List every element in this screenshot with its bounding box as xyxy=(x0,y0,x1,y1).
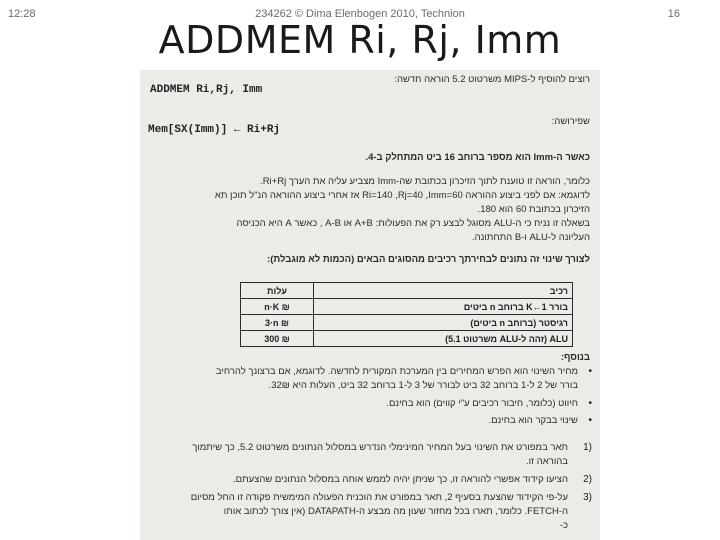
also-label: בנוסף: xyxy=(560,352,590,363)
bullet-line: שינוי בבקר הוא בחינם. xyxy=(488,415,578,426)
table-row xyxy=(241,331,573,347)
question-text: בהוראה זו. xyxy=(525,456,568,467)
bullet-icon: • xyxy=(588,398,592,409)
table-row xyxy=(241,315,573,331)
description-line: לצורך שינוי זה נתונים לבחירתך רכיבים מהסוגים הבאים (הכמות לא מוגבלת): xyxy=(267,254,590,265)
rtl-expression: Mem[SX(Imm)] ← Ri+Rj xyxy=(148,124,281,136)
question-text: ה-FETCH. כלומר, תארו בכל מחזור שעון מה מבצע ה-DATAPATH (אין צורך לכתוב אותו xyxy=(223,506,568,517)
description-line: בשאלה זו נניח כי ה-ALU מסוגל לבצע רק את הפעולות: A+B או A-B , כאשר A היא הכניסה xyxy=(236,218,590,229)
table-cell: 3·n ₪ xyxy=(241,315,314,331)
question-text: על-פי הקידוד שהצעת בסעיף 2, תאר במפורט את הוכנית הפעולה המימשית פקודה זו החל מסיום xyxy=(190,492,568,503)
bullet-icon: • xyxy=(588,366,592,377)
instruction-syntax: ADDMEM Ri,Rj, Imm xyxy=(150,84,263,96)
table-header-row xyxy=(241,283,573,299)
question-text: הציעו קידוד אפשרי להוראה זו, כך שניתן יהיה לממש אותה במסלול הנתונים שהצעתם. xyxy=(232,474,568,485)
question-number: 2) xyxy=(583,474,592,485)
component-cost-table xyxy=(240,282,573,347)
bullet-line: חיווט (כלומר, חיבור רכיבים ע"י קווים) הוא בחינם. xyxy=(386,398,578,409)
description-line: הזיכרון בכתובת 60 הוא 180. xyxy=(477,204,590,215)
table-header-cell: עלות xyxy=(241,283,314,299)
table-cell: בורר 1←K ברוחב n ביטים xyxy=(314,299,573,315)
question-text: תאר במפורט את השינוי בעל המחיר המינימלי הנדרש במסלול הנתונים משרטוט 5.2, כך שיתמוך xyxy=(192,442,568,453)
table-row xyxy=(241,299,573,315)
bullet-line: בורר של 2 ל-1 ברוחב 32 ביט לבורר של 3 ל-1 ברוחב 32 ביט, העלות היא 32₪. xyxy=(268,380,578,391)
table-cell: רגיסטר (ברוחב n ביטים) xyxy=(314,315,573,331)
slide-time: 12:28 xyxy=(8,8,36,20)
description-line: כלומר, הוראה זו טוענת לתוך הזיכרון בכתובת שה-Imm מצביע עליה את הערך Ri+Rj. xyxy=(260,176,590,187)
meaning-label: שפירושה: xyxy=(551,116,590,127)
course-credit: 234262 © Dima Elenbogen 2010, Technion xyxy=(255,8,465,20)
table-cell: 300 ₪ xyxy=(241,331,314,347)
table-cell: ALU (זהה ל-ALU משרטוט 5.1) xyxy=(314,331,573,347)
table-header-cell: רכיב xyxy=(314,283,573,299)
intro-line: רוצים להוסיף ל-MIPS משרטוט 5.2 הוראה חדשה: xyxy=(394,74,590,85)
table-cell: n·K ₪ xyxy=(241,299,314,315)
description-line: לדוגמא: אם לפני ביצוע ההוראה Ri=140 ,Rj=40 ,Imm=60 אז אחרי ביצוע ההוראה הנ"ל תוכן תא xyxy=(214,190,590,201)
description-line: כאשר ה-Imm הוא מספר ברוחב 16 ביט המתחלק ב-4. xyxy=(365,152,590,163)
bullet-line: מחיר השינוי הוא הפרש המחירים בין המערכת המקורית לחדשה. לדוגמא, אם ברצונך להרחיב xyxy=(215,366,578,377)
scanned-exam-page xyxy=(140,70,600,540)
bullet-icon: • xyxy=(588,415,592,426)
slide-title: ADDMEM Ri, Rj, Imm xyxy=(158,18,562,62)
question-text: כ- xyxy=(559,520,568,531)
question-number: 3) xyxy=(583,492,592,503)
page-number: 16 xyxy=(667,8,680,20)
description-line: העליונה ל-ALU ו-B התחתונה. xyxy=(471,232,590,243)
question-number: 1) xyxy=(583,442,592,453)
